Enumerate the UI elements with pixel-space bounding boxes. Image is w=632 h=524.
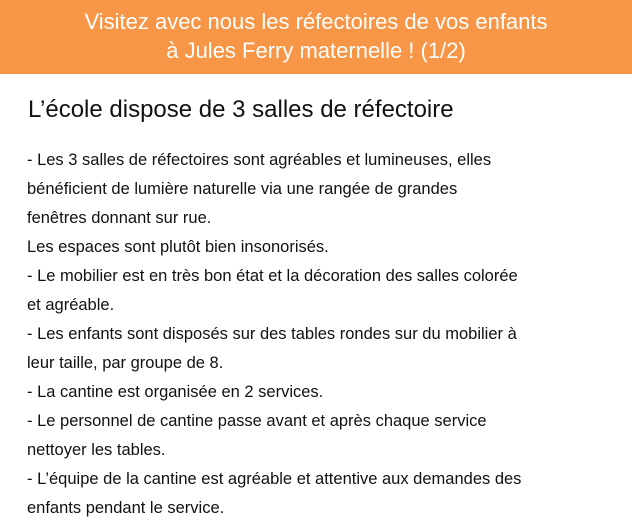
slide-title-line-1: Visitez avec nous les réfectoires de vos enfants [84,9,548,34]
bullet-line: - Les enfants sont disposés sur des tables rondes sur du mobilier à [27,325,517,343]
bullet-line: - L’équipe de la cantine est agréable et attentive aux demandes des [27,470,522,488]
bullet-line: - Le personnel de cantine passe avant et après chaque service [27,412,487,430]
bullet-line: nettoyer les tables. [27,441,166,459]
bullet-line: - La cantine est organisée en 2 services. [27,383,324,401]
bullet-line: - Le mobilier est en très bon état et la décoration des salles colorée [27,267,518,285]
bullet-line: et agréable. [27,296,115,314]
bullet-line: fenêtres donnant sur rue. [27,209,212,227]
bullet-line: Les espaces sont plutôt bien insonorisés. [27,238,329,256]
slide-title-banner [0,0,632,74]
bullet-list [27,146,617,523]
slide-title-line-2: à Jules Ferry maternelle ! (1/2) [166,38,466,63]
bullet-line: bénéficient de lumière naturelle via une rangée de grandes [27,180,458,198]
bullet-line: leur taille, par groupe de 8. [27,354,224,372]
bullet-line: enfants pendant le service. [27,499,225,517]
section-heading: L’école dispose de 3 salles de réfectoire [28,96,454,123]
bullet-line: - Les 3 salles de réfectoires sont agréables et lumineuses, elles [27,151,492,169]
